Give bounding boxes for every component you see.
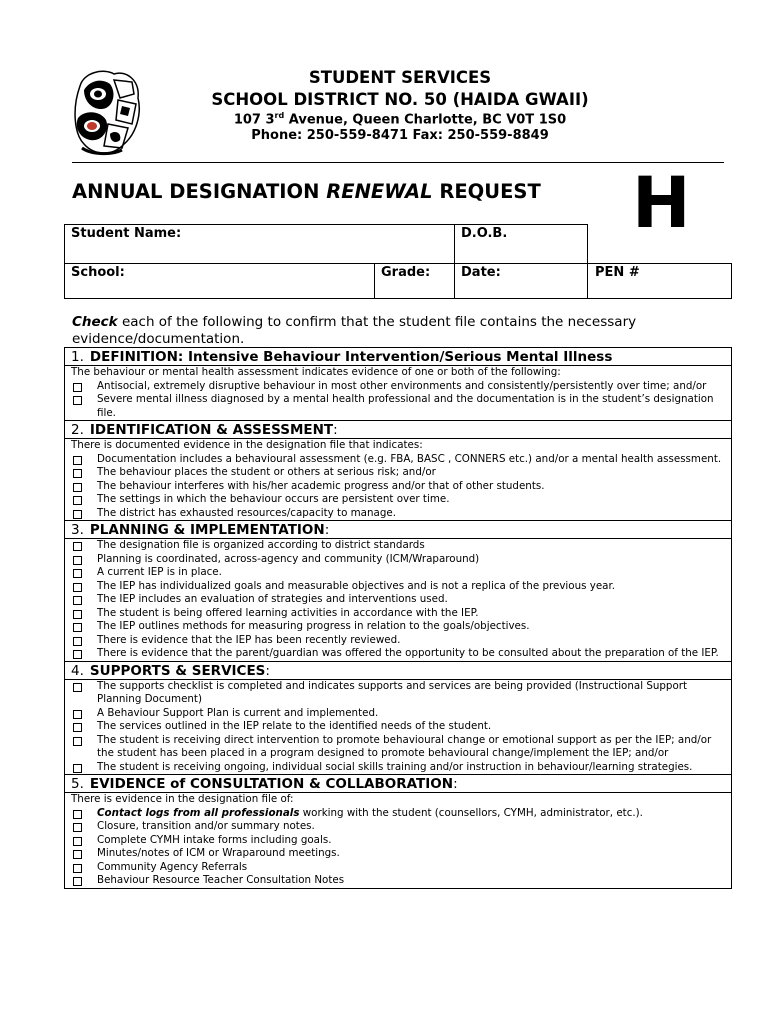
checkbox[interactable]	[73, 596, 82, 605]
checkbox[interactable]	[73, 823, 82, 832]
checkbox[interactable]	[73, 810, 82, 819]
checkbox[interactable]	[73, 396, 82, 405]
header-divider	[72, 162, 724, 163]
checkbox[interactable]	[73, 456, 82, 465]
checklist-item-text: The student is receiving ongoing, individual social skills training and/or instruction in behaviour/learning strategies.	[97, 760, 693, 773]
checklist-item-text: The services outlined in the IEP relate to the identified needs of the student.	[97, 720, 492, 732]
checkbox[interactable]	[73, 723, 82, 732]
checklist-item	[71, 566, 727, 580]
checklist-item-text: The student is being offered learning activities in accordance with the IEP.	[97, 606, 479, 619]
checklist-item	[71, 761, 727, 775]
checklist-item	[71, 874, 727, 888]
checkbox[interactable]	[73, 710, 82, 719]
checkbox[interactable]	[73, 837, 82, 846]
checkbox[interactable]	[73, 496, 82, 505]
section-heading: 2. IDENTIFICATION & ASSESSMENT:	[65, 421, 731, 439]
checklist-item-text: Planning is coordinated, across-agency and community (ICM/Wraparound)	[97, 552, 480, 565]
checkbox[interactable]	[73, 683, 82, 692]
checklist-item-text: Antisocial, extremely disruptive behaviour in most other environments and consistently/persistently over time; and/or	[97, 379, 707, 392]
checklist-item	[71, 580, 727, 594]
section-2	[64, 421, 732, 521]
checklist-item	[71, 507, 727, 521]
checklist-item-text: The IEP has individualized goals and measurable objectives and is not a replica of the previous year.	[97, 579, 616, 592]
checklist-item-text: The IEP outlines methods for measuring progress in relation to the goals/objectives.	[97, 620, 530, 632]
checklist-item-text: A current IEP is in place.	[97, 566, 222, 578]
section-1	[64, 347, 732, 421]
checklist-item	[71, 720, 727, 734]
checklist-item	[71, 634, 727, 648]
checkbox[interactable]	[73, 542, 82, 551]
checklist-item-text: Documentation includes a behavioural assessment (e.g. FBA, BASC , CONNERS etc.) and/or a mental health assessment.	[97, 452, 722, 465]
checklist-item	[71, 453, 727, 467]
checklist-item-text: Contact logs from all professionals working with the student (counsellors, CYMH, administrator, etc.).	[97, 806, 643, 819]
checklist-item	[71, 680, 727, 707]
checkbox[interactable]	[73, 877, 82, 886]
district-logo	[70, 64, 144, 160]
checkbox[interactable]	[73, 556, 82, 565]
checklist-item-text: The designation file is organized according to district standards	[97, 539, 425, 551]
section-heading: 1. DEFINITION: Intensive Behaviour Intervention/Serious Mental Illness	[65, 348, 731, 366]
checklist-item-text: Closure, transition and/or summary notes.	[97, 820, 315, 832]
checklist	[64, 347, 732, 889]
checklist-item	[71, 820, 727, 834]
checkbox[interactable]	[73, 469, 82, 478]
checkbox[interactable]	[73, 510, 82, 519]
header-address: 107 3rd Avenue, Queen Charlotte, BC V0T 1S0	[233, 111, 567, 128]
checklist-item-text: Severe mental illness diagnosed by a mental health professional and the documentation is in the student’s designation file.	[97, 393, 714, 419]
checklist-item	[71, 553, 727, 567]
checkbox[interactable]	[73, 610, 82, 619]
section-heading: 5. EVIDENCE of CONSULTATION & COLLABORATION:	[65, 775, 731, 793]
checkbox[interactable]	[73, 623, 82, 632]
section-heading: 3. PLANNING & IMPLEMENTATION:	[65, 521, 731, 539]
checklist-item-text: The district has exhausted resources/capacity to manage.	[97, 506, 396, 519]
form-title: ANNUAL DESIGNATION RENEWAL REQUEST	[72, 180, 541, 203]
section-lead: There is documented evidence in the designation file that indicates:	[71, 439, 423, 451]
section-5	[64, 775, 732, 889]
checklist-item-text: The behaviour places the student or others at serious risk; and/or	[97, 466, 436, 478]
checkbox[interactable]	[73, 650, 82, 659]
checklist-item-text: There is evidence that the IEP has been recently reviewed.	[97, 633, 401, 646]
checklist-item-text: Behaviour Resource Teacher Consultation Notes	[97, 874, 345, 886]
checklist-item	[71, 539, 727, 553]
section-4	[64, 662, 732, 776]
checklist-item	[71, 834, 727, 848]
section-lead: There is evidence in the designation file of:	[71, 793, 294, 805]
checkbox[interactable]	[73, 637, 82, 646]
date-label: Date:	[461, 265, 501, 280]
checkbox[interactable]	[73, 737, 82, 746]
checklist-item	[71, 593, 727, 607]
checklist-item	[71, 734, 727, 761]
checkbox[interactable]	[73, 569, 82, 578]
checklist-item	[71, 480, 727, 494]
checklist-item	[71, 847, 727, 861]
section-3	[64, 521, 732, 662]
checklist-item-text: A Behaviour Support Plan is current and implemented.	[97, 706, 379, 719]
checklist-item	[71, 493, 727, 507]
checkbox[interactable]	[73, 483, 82, 492]
checklist-item	[71, 647, 727, 661]
checkbox[interactable]	[73, 383, 82, 392]
instructions: Check each of the following to confirm that the student file contains the necessary evidence/documentation.	[72, 314, 637, 347]
header-title: STUDENT SERVICES	[308, 68, 492, 87]
pen-label: PEN #	[595, 265, 640, 280]
checkbox[interactable]	[73, 764, 82, 773]
checklist-item	[71, 393, 727, 420]
checklist-item	[71, 707, 727, 721]
section-heading: 4. SUPPORTS & SERVICES:	[65, 662, 731, 680]
school-label: School:	[71, 265, 125, 280]
student-name-label: Student Name:	[71, 226, 182, 241]
header-phone: Phone: 250-559-8471 Fax: 250-559-8849	[251, 128, 549, 143]
checklist-item	[71, 466, 727, 480]
checklist-item-text: The student is receiving direct intervention to promote behavioural change or emotional support as per the IEP; and/or the student has been placed in a program designed to promote behavioural change/implement the IEP; and/or	[97, 733, 712, 759]
checklist-item-text: The settings in which the behaviour occurs are persistent over time.	[97, 493, 450, 505]
checklist-item	[71, 620, 727, 634]
dob-label: D.O.B.	[461, 226, 508, 241]
checklist-item	[71, 861, 727, 875]
checklist-item	[71, 607, 727, 621]
grade-label: Grade:	[381, 265, 431, 280]
checklist-item	[71, 380, 727, 394]
checklist-item-text: The IEP includes an evaluation of strategies and interventions used.	[97, 593, 448, 605]
checklist-item	[71, 807, 727, 821]
section-lead: The behaviour or mental health assessment indicates evidence of one or both of the following:	[71, 366, 561, 378]
form-letter: H	[632, 162, 691, 244]
checklist-item-text: Community Agency Referrals	[97, 860, 248, 873]
header-district: SCHOOL DISTRICT NO. 50 (HAIDA GWAII)	[211, 90, 589, 109]
checkbox[interactable]	[73, 583, 82, 592]
checkbox[interactable]	[73, 864, 82, 873]
checkbox[interactable]	[73, 850, 82, 859]
checklist-item-text: The supports checklist is completed and indicates supports and services are being provided (Instructional Support Planning Document)	[97, 679, 688, 705]
checklist-item-text: Minutes/notes of ICM or Wraparound meetings.	[97, 847, 340, 859]
checklist-item-text: The behaviour interferes with his/her academic progress and/or that of other students.	[97, 479, 545, 492]
checklist-item-text: There is evidence that the parent/guardian was offered the opportunity to be consulted about the preparation of the IEP.	[97, 647, 719, 659]
checklist-item-text: Complete CYMH intake forms including goals.	[97, 833, 332, 846]
